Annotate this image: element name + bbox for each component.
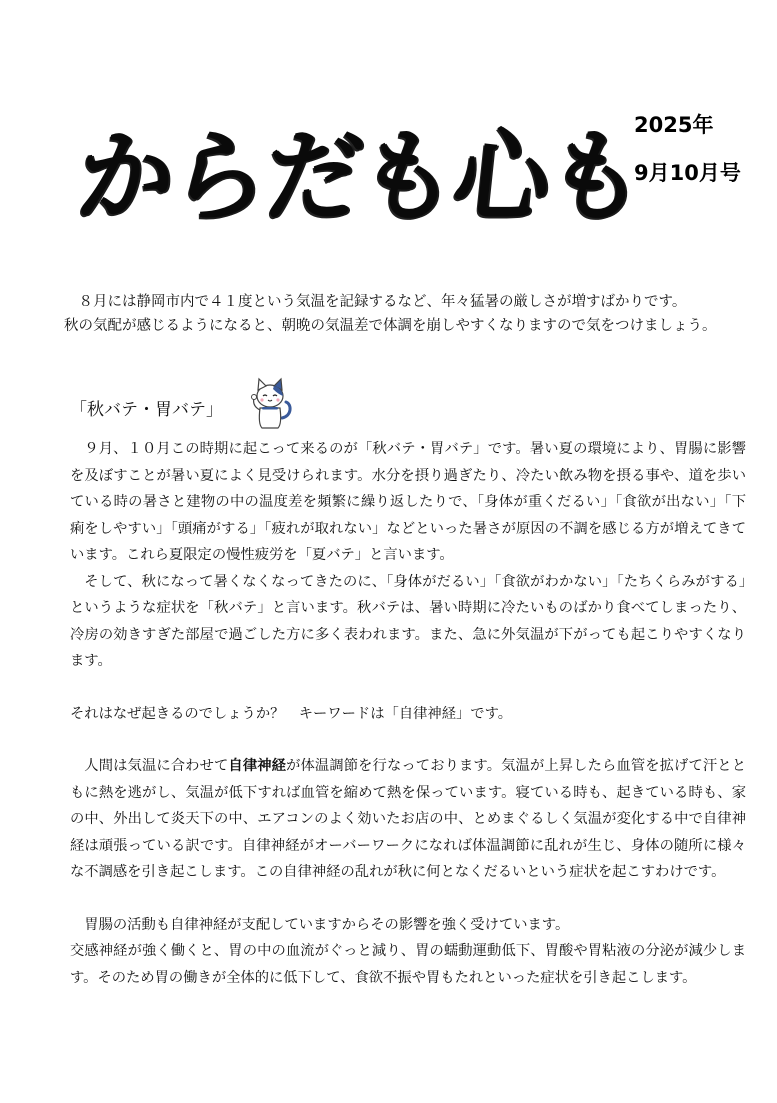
article-body — [70, 436, 746, 991]
spacer — [70, 675, 746, 701]
paragraph-1: ９月、１０月この時期に起こって来るのが「秋バテ・胃バテ」です。暑い夏の環境により、胃腸に影響を及ぼすことが暑い夏によく見受けられます。水分を摂り過ぎたり、冷たい飲み物を摂る事や、道を歩いている時の暑さと建物の中の温度差を頻繁に繰り返したりで、「身体が重くだるい」「食欲が出ない」「下痢をしやすい」「頭痛がする」「疲れが取れない」などといった暑さが原因の不調を感じる方が増えてきています。これら夏限定の慢性疲労を「夏バテ」と言います。 — [70, 441, 746, 563]
intro-line-2: 秋の気配が感じるようになると、朝晩の気温差で体調を崩しやすくなりますので気をつけましょう。 — [64, 318, 717, 334]
paragraph-4-line-2: 交感神経が強く働くと、胃の中の血流がぐっと減り、胃の蠕動運動低下、胃酸や胃粘液の分泌が減少します。そのため胃の働きが全体的に低下して、食欲不振や胃もたれといった症状を引き起こします。 — [70, 943, 746, 986]
paragraph-3-rest: が体温調節を行なっております。気温が上昇したら血管を拡げて汗とともに熱を逃がし、気温が低下すれば血管を縮めて熱を保っています。寝ている時も、起きている時も、家の中、外出して炎天下の中、エアコンのよく効いたお店の中、とめまぐるしく気温が変化する中で自律神経は頑張っている訳です。自律神経がオーバーワークになれば体温調節に乱れが生じ、身体の随所に様々な不調感を引き起こします。この自律神経の乱れが秋に何となくだるいという症状を起こすわけです。 — [70, 758, 747, 880]
intro-line-1: ８月には静岡市内で４１度という気温を記録するなど、年々猛暑の厳しさが増すばかりです。 — [78, 294, 687, 310]
paragraph-3-start: 人間は気温に合わせて — [84, 758, 229, 774]
paragraph-2: そして、秋になって暑くなくなってきたのに、「身体がだるい」「食欲がわかない」「たちくらみがする」というような症状を「秋バテ」と言います。秋バテは、暑い時期に冷たいものばかり食べてしまったり、冷房の効きすぎた部屋で過ごした方に多く表われます。また、急に外気温が下がっても起こりやすくなります。 — [70, 573, 746, 669]
section-heading: 「秋バテ・胃バテ」 — [70, 400, 223, 420]
keyword-autonomic: 自律神経 — [228, 758, 287, 774]
spacer — [70, 886, 746, 912]
question-line: それはなぜ起きるのでしょうか？ キーワードは「自律神経」です。 — [70, 705, 513, 722]
intro-text — [64, 290, 744, 338]
paragraph-4-line-1: 胃腸の活動も自律神経が支配していますからその影響を強く受けています。 — [84, 916, 570, 933]
cat-mascot-icon — [246, 374, 294, 430]
issue-number: 9月10月号 — [634, 161, 741, 185]
spacer — [70, 727, 746, 753]
issue-year: 2025年 — [634, 113, 714, 137]
paragraph-3 — [70, 753, 746, 886]
newsletter-title: からだも心も — [71, 118, 649, 236]
issue-info — [634, 110, 774, 188]
